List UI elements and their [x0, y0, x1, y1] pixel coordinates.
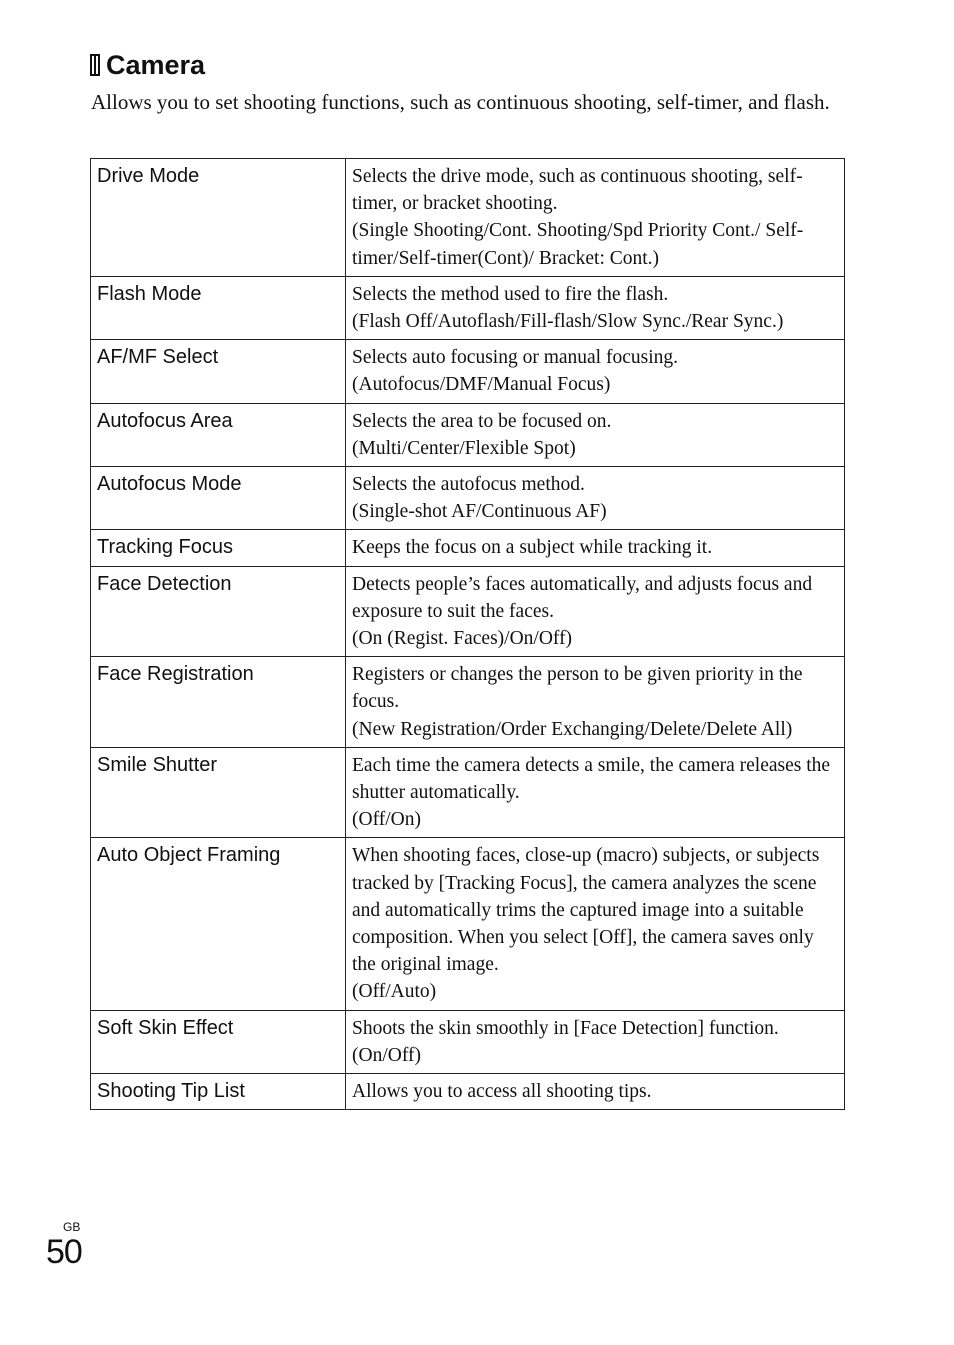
- setting-description-line: Selects the drive mode, such as continuous shooting, self-timer, or bracket shooting.: [352, 166, 803, 215]
- setting-name: Drive Mode: [91, 159, 346, 277]
- setting-name: Face Registration: [91, 657, 346, 748]
- setting-description: [346, 838, 845, 1010]
- setting-description-line: Allows you to access all shooting tips.: [352, 1081, 652, 1103]
- table-row: [91, 276, 845, 339]
- setting-name: Autofocus Area: [91, 403, 346, 466]
- setting-description-line: Each time the camera detects a smile, the camera releases the shutter automatically.: [352, 754, 831, 804]
- setting-description-line: (Single-shot AF/Continuous AF): [352, 501, 607, 523]
- setting-description-line: Selects the autofocus method.: [352, 474, 585, 496]
- setting-description: [346, 657, 845, 748]
- setting-description-line: (On (Regist. Faces)/On/Off): [352, 628, 573, 650]
- section-marker-icon: [90, 54, 100, 76]
- section-title: Camera: [106, 50, 206, 80]
- setting-name: Face Detection: [91, 566, 346, 657]
- setting-description: [346, 1074, 845, 1110]
- setting-description: [346, 340, 845, 403]
- table-row: [91, 467, 845, 530]
- setting-name: Shooting Tip List: [91, 1074, 346, 1110]
- table-row: [91, 159, 845, 277]
- table-row: [91, 530, 845, 566]
- setting-description-line: (Flash Off/Autoflash/Fill-flash/Slow Sync./Rear Sync.): [352, 311, 784, 333]
- setting-name: Smile Shutter: [91, 747, 346, 838]
- table-row: [91, 566, 845, 657]
- table-row: [91, 403, 845, 466]
- table-row: [91, 340, 845, 403]
- section-heading: [90, 48, 205, 82]
- setting-description-line: (Off/On): [352, 809, 421, 831]
- setting-description-line: Selects the area to be focused on.: [352, 410, 612, 432]
- setting-name: Tracking Focus: [91, 530, 346, 566]
- setting-description: [346, 403, 845, 466]
- setting-description-line: When shooting faces, close-up (macro) subjects, or subjects tracked by [Tracking Focus], the camera analyzes the scene and automatically trims the captured image into a suitable composition. When you select [Off], the camera saves only the original image.: [352, 845, 820, 976]
- setting-description: [346, 566, 845, 657]
- page-number: 50: [46, 1233, 82, 1271]
- setting-description: [346, 467, 845, 530]
- setting-description-line: (Multi/Center/Flexible Spot): [352, 437, 576, 459]
- setting-description-line: Selects auto focusing or manual focusing.: [352, 347, 679, 369]
- setting-description-line: (New Registration/Order Exchanging/Delete/Delete All): [352, 718, 793, 740]
- setting-description-line: (Single Shooting/Cont. Shooting/Spd Priority Cont./ Self-timer/Self-timer(Cont)/ Bracket: Cont.): [352, 220, 804, 269]
- setting-description: [346, 159, 845, 277]
- setting-description: [346, 1010, 845, 1073]
- setting-description-line: Detects people’s faces automatically, and adjusts focus and exposure to suit the faces.: [352, 573, 813, 622]
- page-region-label: GB: [63, 1220, 81, 1234]
- table-row: [91, 1010, 845, 1073]
- table-row: [91, 1074, 845, 1110]
- setting-name: Soft Skin Effect: [91, 1010, 346, 1073]
- setting-description: [346, 530, 845, 566]
- setting-description-line: Keeps the focus on a subject while tracking it.: [352, 537, 713, 559]
- table-row: [91, 838, 845, 1010]
- section-intro: Allows you to set shooting functions, such as continuous shooting, self-timer, and flash.: [91, 90, 830, 114]
- settings-table-body: [91, 159, 845, 1110]
- table-row: [91, 747, 845, 838]
- setting-name: Autofocus Mode: [91, 467, 346, 530]
- table-row: [91, 657, 845, 748]
- setting-description: [346, 276, 845, 339]
- setting-description: [346, 747, 845, 838]
- setting-description-line: (Off/Auto): [352, 981, 437, 1003]
- setting-name: AF/MF Select: [91, 340, 346, 403]
- setting-description-line: (Autofocus/DMF/Manual Focus): [352, 374, 611, 396]
- setting-description-line: Shoots the skin smoothly in [Face Detection] function.: [352, 1017, 779, 1039]
- setting-description-line: Selects the method used to fire the flash.: [352, 283, 669, 305]
- setting-description-line: Registers or changes the person to be given priority in the focus.: [352, 664, 803, 713]
- setting-name: Auto Object Framing: [91, 838, 346, 1010]
- settings-table: [90, 158, 845, 1110]
- setting-description-line: (On/Off): [352, 1044, 421, 1066]
- setting-name: Flash Mode: [91, 276, 346, 339]
